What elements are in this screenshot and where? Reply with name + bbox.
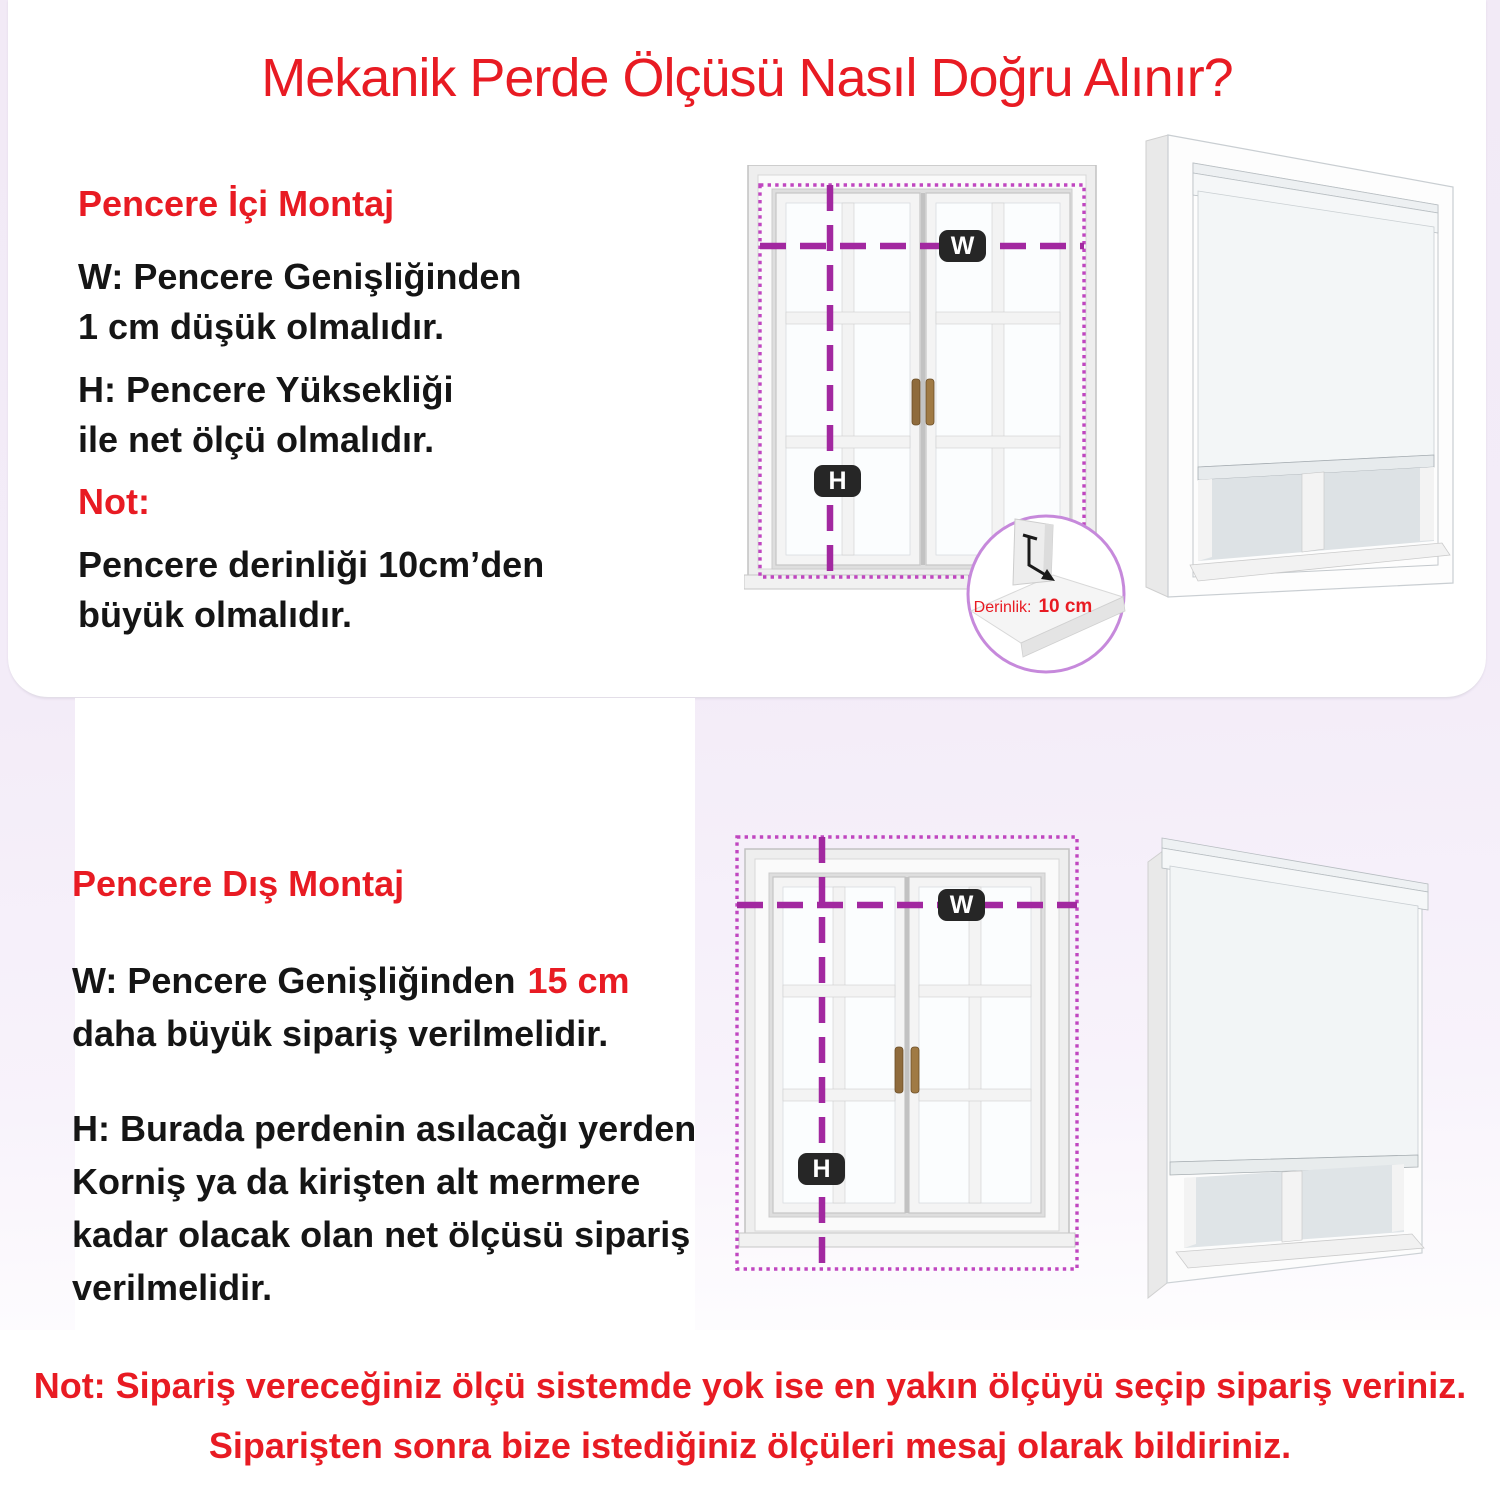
window-sash-right — [909, 877, 1041, 1213]
window-handle-right — [926, 379, 934, 425]
outside-height-rule: H: Burada perdenin asılacağı yerden Korniş ya da kirişten alt mermere kadar olacak olan net ölçüsü sipariş verilmelidir. — [72, 1108, 697, 1308]
inside-note-heading: Not: — [78, 481, 150, 522]
window-handle-right — [911, 1047, 919, 1093]
inside-mount-section — [8, 0, 1486, 698]
inside-note-text: Pencere derinliği 10cm’den büyük olmalıdır. — [78, 544, 545, 635]
width-badge: W — [938, 889, 985, 921]
outside-mount-text-block — [72, 862, 712, 1356]
blind-fabric — [1198, 191, 1434, 467]
roller-blind-drawing — [1140, 828, 1490, 1328]
page-title: Mekanik Perde Ölçüsü Nasıl Doğru Alınır? — [261, 48, 1233, 108]
depth-detail-drawing — [965, 513, 1127, 675]
window-sill — [739, 1233, 1075, 1247]
window-handle-left — [912, 379, 920, 425]
window-illustration-outside-mount — [723, 823, 1091, 1285]
depth-detail-circle — [965, 513, 1127, 675]
roller-blind-drawing — [1138, 125, 1458, 605]
width-extra-value: 15 cm — [527, 960, 630, 1001]
footer-note: Not: Sipariş vereceğiniz ölçü sistemde yok ise en yakın ölçüyü seçip sipariş veriniz. Siparişten sonra bize istediğiniz ölçüleri mesaj olarak bildiriniz. — [33, 1365, 1467, 1466]
inside-width-rule: W: Pencere Genişliğinden 1 cm düşük olmalıdır. — [78, 256, 522, 347]
depth-label: Derinlik: 10 cm — [973, 596, 1093, 617]
inside-mount-text-block — [78, 182, 678, 653]
width-badge: W — [939, 230, 986, 262]
outside-width-rule: W: Pencere Genişliğinden 15 cm daha büyük sipariş verilmelidir. — [72, 960, 630, 1054]
inside-height-rule: H: Pencere Yüksekliği ile net ölçü olmalıdır. — [78, 369, 454, 460]
window-drawing — [723, 823, 1091, 1285]
inside-mount-heading: Pencere İçi Montaj — [78, 183, 395, 224]
height-badge: H — [798, 1153, 845, 1185]
roller-blind-illustration-inside-mount — [1138, 125, 1458, 605]
window-handle-left — [895, 1047, 903, 1093]
outside-mount-heading: Pencere Dış Montaj — [72, 863, 405, 904]
blind-fabric — [1170, 866, 1418, 1162]
roller-blind-illustration-outside-mount — [1140, 828, 1490, 1328]
height-badge: H — [814, 465, 861, 497]
